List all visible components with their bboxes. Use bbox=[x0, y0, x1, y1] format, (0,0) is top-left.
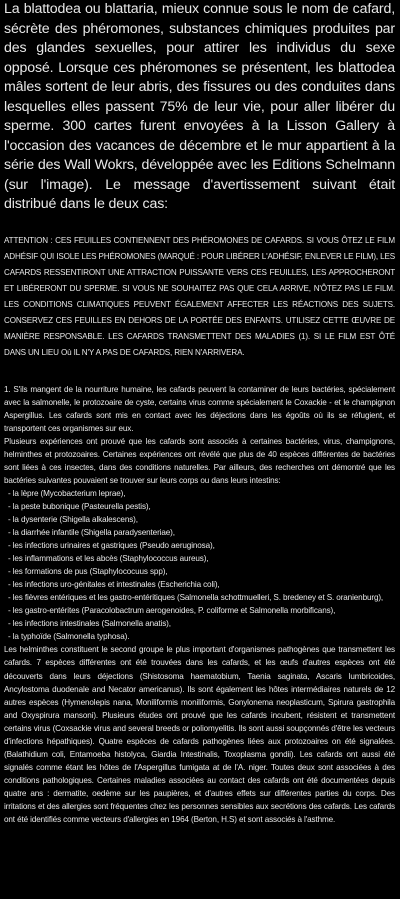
disease-item: - la typhoïde (Salmonella typhosa). bbox=[8, 632, 130, 642]
disease-item: - les gastro-entérites (Paracolobactrum aerogenoides, P. coliforme et Salmonella morbificans), bbox=[8, 606, 336, 616]
disease-item: - la peste bubonique (Pasteurella pestis), bbox=[8, 501, 151, 511]
warning-notice: ATTENTION : CES FEUILLES CONTIENNENT DES PHÉROMONES DE CAFARDS. SI VOUS ÔTEZ LE FILM ADHÉSIF QUI ISOLE LES PHÉROMONES (MARQUÉ : POUR LIBÉRER L'ADHÉSIF, ENLEVER LE FILM), LES CAFARDS RESSENTIRONT UNE ATTRACTION PUISSANTE VERS CES FEUILLES, LES APPROCHERONT ET LIBÉRERONT DU SPERME. SI VOUS NE SOUHAITEZ PAS QUE CELA ARRIVE, N'ÔTEZ PAS LE FILM. LES CONDITIONS CLIMATIQUES PEUVENT ÉGALEMENT AFFECTER LES RÉACTIONS DES SUJETS. CONSERVEZ CES FEUILLES EN DEHORS DE LA PORTÉE DES ENFANTS. UTILISEZ CETTE ŒUVRE DE MANIÈRE RESPONSABLE. LES CAFARDS TRANSMETTENT DES MALADIES (1). SI LE FILM EST ÔTÉ DANS UN LIEU Où IL N'Y A PAS DE CAFARDS, RIEN N'ARRIVERA. bbox=[4, 235, 395, 357]
disease-item: - les fièvres entériques et les gastro-entéritiques (Salmonella schottmuelleri, S. bredeney et S. oranienburg), bbox=[8, 593, 384, 603]
disease-item: - les inflammations et les abcès (Staphylococcus aureus), bbox=[8, 554, 209, 564]
disease-list bbox=[4, 487, 395, 644]
disease-item: - les infections uro-génitales et intestinales (Escherichia coli), bbox=[8, 580, 220, 590]
footnote-paragraph-1: 1. S'ils mangent de la nourriture humaine, les cafards peuvent la contaminer de leurs bactéries, spécialement avec la salmonelle, le protozoaire de cyste, certains virus comme spécialement le Coxackie - et le champignon Aspergillus. Les cafards sont mis en contact avec les déjections dans les égoûts où ils se réfugient, et transportent ces organismes sur eux. bbox=[4, 384, 395, 433]
disease-item: - les infections intestinales (Salmonella anatis), bbox=[8, 619, 171, 629]
disease-item: - la diarrhée infantile (Shigella paradysenteriae), bbox=[8, 528, 175, 538]
disease-item: - les formations de pus (Staphylococuus spp), bbox=[8, 567, 168, 577]
footnote-paragraph-3: Les helminthes constituent le second groupe le plus important d'organismes pathogènes que transmettent les cafards. 7 espèces différentes ont été trouvées dans les cafards, et les œufs d'autres espèces ont été découverts dans leurs déjections (Shistosoma haematobium, Taenia saginata, Ascaris lumbricoides, Ancylostoma duodenale and Necator americanus). Ils sont également les hôtes intermédiaires naturels de 12 autres espèces (Hymenolepis nana, Moniliformis moniliformis, Gonylonema neoplasticum, Spirura gastrophila and Oxyspirura mansoni). Plusieurs études ont prouvé que les cafards incubent, résistent et transmettent certains virus (Coxsackie virus and several breeds or poliomyelitis. Ils sont aussi soupçonnés d'être les vecteurs d'infections hépathiques). Quatre espèces de cafards pathogènes liées aux protozoaires on été signalées. (Balathidium coli, Entamoeba histolyca, Giardia Intestinalis, Toxoplasma gondii). Les cafards ont aussi été signalés comme étant les hôtes de l'Aspergillus fumigata at de l'A. niger. Toutes deux sont associées à des conditions pathologiques. Certaines maladies associées au contact des cafards ont été documentées depuis quatre ans : dermatite, oedème sur les paupières, et d'autres effets sur différentes parties du corps. Des irritations et des allergies sont fréquentes chez les personnes sensibles aux secrétions des cafards. Les cafards ont été identifiés comme vecteurs d'allergies en 1964 (Berton, H.S) et sont associés à l'asthme. bbox=[4, 645, 395, 825]
footnote-paragraph-2: Plusieurs expériences ont prouvé que les cafards sont associés à certaines bactéries, virus, champignons, helminthes et protozoaires. Certaines expériences ont révélé que plus de 40 espèces différentes de bactéries sont liées à ces insectes, dans des conditions naturelles. Par ailleurs, des recherches ont démontré que les bactéries suivantes pouvaient se trouver sur leurs corps ou dans leurs intestins: bbox=[4, 436, 395, 485]
disease-item: - la lèpre (Mycobacterium leprae), bbox=[8, 488, 126, 498]
footnote-section bbox=[4, 361, 395, 827]
disease-item: - les infections urinaires et gastriques (Pseudo aeruginosa), bbox=[8, 541, 215, 551]
intro-paragraph: La blattodea ou blattaria, mieux connue sous le nom de cafard, sécrète des phéromones, substances chimiques produites par des glandes sexuelles, pour attirer les individus du sexe opposé. Lorsque ces phéromones se présentent, les blattodea mâles sortent de leur abris, des fissures ou des conduites dans lesquelles elles passent 75% de leur vie, pour aller libérer du sperme. 300 cartes furent envoyées à la Lisson Gallery à l'occasion des vacances de décembre et le mur appartient à la série des Wall Wokrs, développée avec les Editions Schelmann (sur l'image). Le message d'avertissement suivant était distribué dans le deux cas: bbox=[4, 1, 395, 212]
disease-item: - la dysenterie (Shigella alkalescens), bbox=[8, 514, 138, 524]
